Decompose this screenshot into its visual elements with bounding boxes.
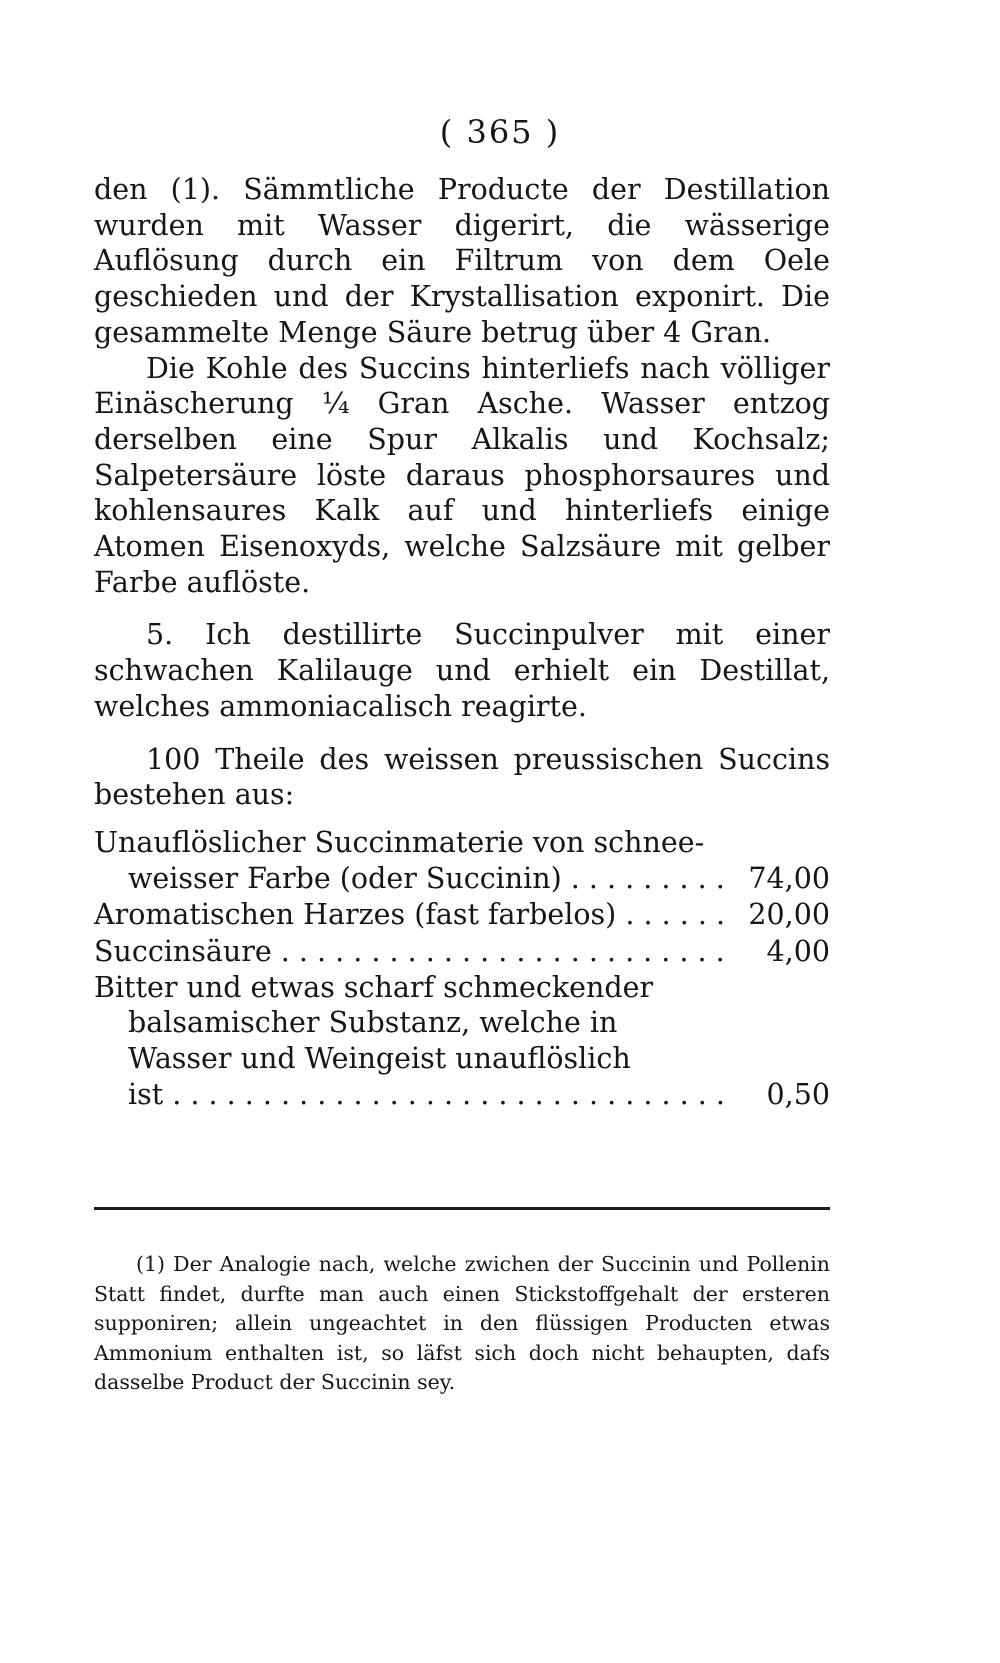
composition-row-substanz (94, 1077, 830, 1113)
page-number: ( 365 ) (439, 113, 561, 151)
composition-label: ist . . . (94, 1077, 730, 1113)
composition-label: Aromatischen Harzes (fast farbelos) . . . (94, 897, 730, 933)
composition-table (94, 825, 830, 1113)
composition-row-harz (94, 897, 830, 933)
paragraph-kalilauge: 5. Ich destillirte Succinpulver mit einer schwachen Kalilauge und erhielt ein Destillat, welches ammoniacalisch reagirte. (94, 618, 830, 723)
composition-value: 0,50 (766, 1077, 830, 1111)
main-text (94, 172, 830, 1113)
footnote-divider (94, 1207, 830, 1210)
composition-row-substanz-line3: Wasser und Weingeist unauflöslich (128, 1042, 631, 1076)
composition-value: 20,00 (748, 898, 830, 932)
footnote-text: (1) Der Analogie nach, welche zwichen der Succinin und Pollenin Statt findet, durfte man auch einen Stickstoffgehalt der ersteren supponiren; allein ungeachtet in den flüssigen Producten etwas Ammonium enthalten ist, so läfst sich doch nicht behaupten, dafs dasselbe Product der Succinin sey. (94, 1252, 830, 1395)
composition-row-substanz-line1: Bitter und etwas scharf schmeckender (94, 970, 654, 1004)
composition-value: 74,00 (748, 861, 830, 895)
paragraph-composition-intro: 100 Theile des weissen preussischen Succins bestehen aus: (94, 742, 830, 812)
footnote (94, 1250, 830, 1398)
composition-row-succinsaeure (94, 934, 830, 970)
composition-row-succinmaterie (94, 861, 830, 897)
composition-label: weisser Farbe (oder Succinin) . . . (94, 861, 730, 897)
composition-row-succinmaterie-line1: Unauflöslicher Succinmaterie von schnee- (94, 825, 705, 859)
paragraph-distillation: den (1). Sämmtliche Producte der Destillation wurden mit Wasser digerirt, die wässerige Auflösung durch ein Filtrum von dem Oele geschieden und der Krystallisation exponirt. Die gesammelte Menge Säure betrug über 4 Gran. (94, 173, 830, 349)
paragraph-ash: Die Kohle des Succins hinterliefs nach völliger Einäscherung ¼ Gran Asche. Wasser entzog derselben eine Spur Alkalis und Kochsalz; Salpetersäure löste daraus phosphorsaures und kohlensaures Kalk auf und hinterliefs einige Atomen Eisenoxyds, welche Salzsäure mit gelber Farbe auflöste. (94, 351, 830, 599)
composition-value: 4,00 (766, 935, 830, 969)
composition-row-substanz-line2: balsamischer Substanz, welche in (128, 1006, 618, 1040)
composition-label: Succinsäure . . . (94, 934, 730, 970)
